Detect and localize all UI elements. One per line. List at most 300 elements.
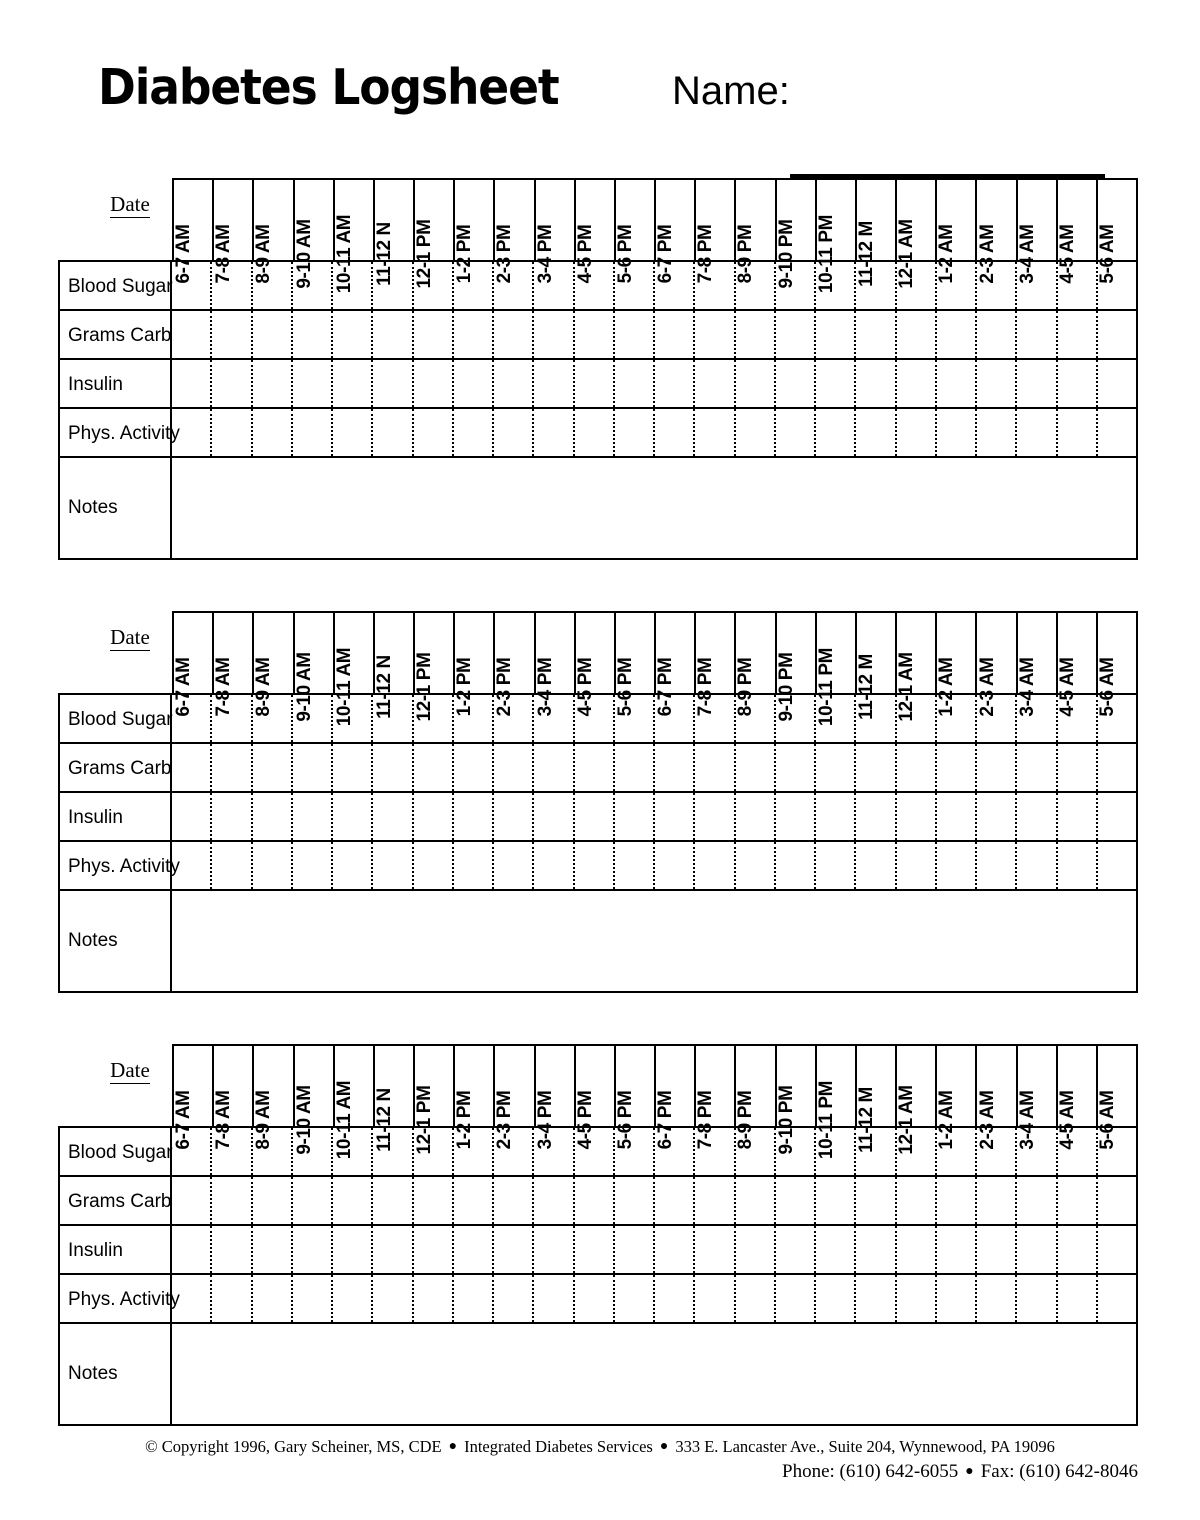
data-entry-cell[interactable]	[897, 1275, 937, 1322]
data-entry-cell[interactable]	[1058, 1177, 1098, 1224]
data-entry-cell[interactable]	[736, 1226, 776, 1273]
data-entry-cell[interactable]	[856, 744, 896, 791]
data-entry-cell[interactable]	[373, 311, 413, 358]
data-entry-cell[interactable]	[897, 695, 937, 742]
data-entry-cell[interactable]	[1058, 1275, 1098, 1322]
data-entry-cell[interactable]	[454, 311, 494, 358]
data-entry-cell[interactable]	[333, 311, 373, 358]
data-entry-cell[interactable]	[212, 695, 252, 742]
data-entry-cell[interactable]	[856, 262, 896, 309]
data-entry-cell[interactable]	[937, 793, 977, 840]
data-entry-cell[interactable]	[655, 1177, 695, 1224]
data-entry-cell[interactable]	[897, 1128, 937, 1175]
data-entry-cell[interactable]	[253, 695, 293, 742]
data-entry-cell[interactable]	[494, 1226, 534, 1273]
data-entry-cell[interactable]	[977, 1275, 1017, 1322]
data-entry-cell[interactable]	[373, 695, 413, 742]
data-entry-cell[interactable]	[856, 311, 896, 358]
data-entry-cell[interactable]	[937, 1177, 977, 1224]
data-entry-cell[interactable]	[172, 744, 212, 791]
data-entry-cell[interactable]	[172, 695, 212, 742]
data-entry-cell[interactable]	[212, 262, 252, 309]
data-entry-cell[interactable]	[736, 1128, 776, 1175]
data-entry-cell[interactable]	[816, 695, 856, 742]
data-entry-cell[interactable]	[695, 793, 735, 840]
data-entry-cell[interactable]	[454, 1226, 494, 1273]
data-entry-cell[interactable]	[293, 262, 333, 309]
data-entry-cell[interactable]	[1017, 262, 1057, 309]
data-entry-cell[interactable]	[615, 842, 655, 889]
data-entry-cell[interactable]	[253, 262, 293, 309]
data-entry-cell[interactable]	[776, 793, 816, 840]
data-entry-cell[interactable]	[1098, 409, 1136, 456]
bullet-icon: ●	[659, 1439, 669, 1454]
data-entry-cell[interactable]	[253, 793, 293, 840]
data-entry-cell[interactable]	[293, 842, 333, 889]
data-entry-cell[interactable]	[615, 311, 655, 358]
data-entry-cell[interactable]	[1058, 744, 1098, 791]
data-entry-cell[interactable]	[856, 1177, 896, 1224]
data-entry-cell[interactable]	[333, 409, 373, 456]
data-entry-cell[interactable]	[615, 262, 655, 309]
data-entry-cell[interactable]	[977, 262, 1017, 309]
data-entry-cell[interactable]	[454, 360, 494, 407]
data-entry-cell[interactable]	[776, 1226, 816, 1273]
data-entry-cell[interactable]	[977, 409, 1017, 456]
data-entry-cell[interactable]	[454, 409, 494, 456]
data-entry-cell[interactable]	[1017, 842, 1057, 889]
data-entry-cell[interactable]	[333, 695, 373, 742]
data-entry-cell[interactable]	[454, 842, 494, 889]
data-entry-cell[interactable]	[293, 1177, 333, 1224]
data-entry-cell[interactable]	[253, 360, 293, 407]
data-entry-cell[interactable]	[776, 1128, 816, 1175]
data-entry-cell[interactable]	[736, 262, 776, 309]
data-entry-cell[interactable]	[1098, 842, 1136, 889]
data-entry-cell[interactable]	[1098, 1275, 1136, 1322]
data-entry-cell[interactable]	[897, 262, 937, 309]
data-entry-cell[interactable]	[534, 793, 574, 840]
data-entry-cell[interactable]	[575, 793, 615, 840]
data-entry-cell[interactable]	[816, 409, 856, 456]
data-entry-cell[interactable]	[373, 842, 413, 889]
data-entry-cell[interactable]	[414, 793, 454, 840]
data-entry-cell[interactable]	[172, 1128, 212, 1175]
data-entry-cell[interactable]	[575, 262, 615, 309]
data-entry-cell[interactable]	[253, 1226, 293, 1273]
data-entry-cell[interactable]	[494, 409, 534, 456]
data-entry-cell[interactable]	[655, 262, 695, 309]
data-entry-cell[interactable]	[494, 695, 534, 742]
data-entry-cell[interactable]	[454, 744, 494, 791]
data-entry-cell[interactable]	[695, 311, 735, 358]
data-entry-cell[interactable]	[856, 1226, 896, 1273]
data-entry-cell[interactable]	[293, 409, 333, 456]
data-entry-cell[interactable]	[776, 311, 816, 358]
data-entry-cell[interactable]	[333, 1275, 373, 1322]
data-entry-cell[interactable]	[615, 1226, 655, 1273]
data-entry-cell[interactable]	[253, 744, 293, 791]
data-entry-cell[interactable]	[575, 360, 615, 407]
data-entry-cell[interactable]	[655, 1128, 695, 1175]
data-entry-cell[interactable]	[856, 409, 896, 456]
data-entry-cell[interactable]	[655, 409, 695, 456]
data-entry-cell[interactable]	[253, 1275, 293, 1322]
data-entry-cell[interactable]	[534, 1275, 574, 1322]
data-entry-cell[interactable]	[1017, 1128, 1057, 1175]
data-entry-cell[interactable]	[454, 1177, 494, 1224]
data-entry-cell[interactable]	[736, 360, 776, 407]
data-entry-cell[interactable]	[172, 793, 212, 840]
data-entry-cell[interactable]	[897, 793, 937, 840]
data-entry-cell[interactable]	[615, 409, 655, 456]
data-entry-cell[interactable]	[373, 744, 413, 791]
data-entry-cell[interactable]	[494, 1275, 534, 1322]
data-entry-cell[interactable]	[1098, 311, 1136, 358]
hour-header-cell	[655, 180, 696, 284]
data-entry-cell[interactable]	[212, 1177, 252, 1224]
data-entry-cell[interactable]	[212, 842, 252, 889]
data-entry-cell[interactable]	[454, 262, 494, 309]
data-entry-cell[interactable]	[172, 262, 212, 309]
data-entry-cell[interactable]	[1098, 360, 1136, 407]
data-entry-cell[interactable]	[333, 1226, 373, 1273]
data-entry-cell[interactable]	[776, 695, 816, 742]
data-entry-cell[interactable]	[655, 1275, 695, 1322]
data-entry-cell[interactable]	[333, 360, 373, 407]
data-entry-cell[interactable]	[212, 1275, 252, 1322]
data-entry-cell[interactable]	[1017, 311, 1057, 358]
data-entry-cell[interactable]	[695, 1275, 735, 1322]
data-entry-cell[interactable]	[776, 842, 816, 889]
data-entry-cell[interactable]	[977, 311, 1017, 358]
data-entry-cell[interactable]	[977, 1226, 1017, 1273]
data-entry-cell[interactable]	[816, 311, 856, 358]
data-entry-cell[interactable]	[373, 793, 413, 840]
data-entry-cell[interactable]	[414, 695, 454, 742]
data-entry-cell[interactable]	[534, 360, 574, 407]
data-entry-cell[interactable]	[615, 1177, 655, 1224]
data-entry-cell[interactable]	[414, 744, 454, 791]
data-entry-cell[interactable]	[575, 695, 615, 742]
data-entry-cell[interactable]	[937, 1128, 977, 1175]
data-entry-cell[interactable]	[414, 1275, 454, 1322]
data-entry-cell[interactable]	[937, 744, 977, 791]
data-entry-cell[interactable]	[655, 360, 695, 407]
data-entry-cell[interactable]	[454, 1275, 494, 1322]
data-entry-cell[interactable]	[494, 793, 534, 840]
data-entry-cell[interactable]	[695, 842, 735, 889]
data-entry-cell[interactable]	[534, 1177, 574, 1224]
data-entry-cell[interactable]	[937, 262, 977, 309]
data-entry-cell[interactable]	[1098, 744, 1136, 791]
data-entry-cell[interactable]	[293, 311, 333, 358]
hour-header-label: 6-7 PM	[655, 1090, 677, 1150]
data-entry-cell[interactable]	[172, 311, 212, 358]
data-entry-cell[interactable]	[1098, 695, 1136, 742]
data-entry-cell[interactable]	[897, 744, 937, 791]
data-entry-cell[interactable]	[414, 1177, 454, 1224]
data-entry-cell[interactable]	[816, 1128, 856, 1175]
data-entry-cell[interactable]	[293, 1128, 333, 1175]
data-entry-cell[interactable]	[937, 311, 977, 358]
hour-header-label: 8-9 AM	[253, 657, 275, 717]
data-entry-cell[interactable]	[977, 360, 1017, 407]
data-entry-cell[interactable]	[937, 1226, 977, 1273]
data-entry-cell[interactable]	[1058, 262, 1098, 309]
data-entry-cell[interactable]	[655, 311, 695, 358]
data-entry-cell[interactable]	[816, 1275, 856, 1322]
data-entry-cell[interactable]	[1058, 793, 1098, 840]
data-entry-cell[interactable]	[816, 744, 856, 791]
data-entry-cell[interactable]	[856, 793, 896, 840]
data-entry-cell[interactable]	[212, 793, 252, 840]
data-entry-cell[interactable]	[333, 842, 373, 889]
data-entry-cell[interactable]	[212, 744, 252, 791]
data-entry-cell[interactable]	[816, 793, 856, 840]
data-entry-cell[interactable]	[253, 1128, 293, 1175]
data-entry-cell[interactable]	[776, 262, 816, 309]
data-entry-cell[interactable]	[454, 695, 494, 742]
data-entry-cell[interactable]	[373, 1177, 413, 1224]
data-entry-cell[interactable]	[373, 409, 413, 456]
data-entry-cell[interactable]	[1058, 360, 1098, 407]
data-entry-cell[interactable]	[414, 311, 454, 358]
data-entry-cell[interactable]	[575, 744, 615, 791]
data-entry-cell[interactable]	[695, 1177, 735, 1224]
data-entry-cell[interactable]	[856, 1128, 896, 1175]
data-entry-cell[interactable]	[575, 311, 615, 358]
data-entry-cell[interactable]	[293, 793, 333, 840]
data-entry-cell[interactable]	[212, 311, 252, 358]
data-entry-cell[interactable]	[736, 842, 776, 889]
data-entry-cell[interactable]	[1058, 1128, 1098, 1175]
data-entry-cell[interactable]	[977, 1128, 1017, 1175]
data-entry-cell[interactable]	[977, 1177, 1017, 1224]
data-entry-cell[interactable]	[816, 1226, 856, 1273]
data-entry-cell[interactable]	[736, 311, 776, 358]
data-entry-cell[interactable]	[776, 360, 816, 407]
data-entry-cell[interactable]	[494, 1128, 534, 1175]
data-entry-cell[interactable]	[977, 793, 1017, 840]
data-entry-cell[interactable]	[253, 409, 293, 456]
data-entry-cell[interactable]	[1058, 695, 1098, 742]
data-entry-cell[interactable]	[534, 842, 574, 889]
data-entry-cell[interactable]	[534, 744, 574, 791]
data-entry-cell[interactable]	[736, 409, 776, 456]
data-entry-cell[interactable]	[534, 1128, 574, 1175]
data-entry-cell[interactable]	[373, 1275, 413, 1322]
data-entry-cell[interactable]	[776, 744, 816, 791]
data-entry-cell[interactable]	[937, 842, 977, 889]
data-entry-cell[interactable]	[736, 1275, 776, 1322]
data-entry-cell[interactable]	[655, 744, 695, 791]
hour-header-cell	[333, 613, 375, 727]
data-entry-cell[interactable]	[695, 360, 735, 407]
data-entry-cell[interactable]	[414, 842, 454, 889]
data-entry-cell[interactable]	[695, 409, 735, 456]
data-entry-cell[interactable]	[776, 1275, 816, 1322]
data-entry-cell[interactable]	[655, 842, 695, 889]
data-entry-cell[interactable]	[655, 793, 695, 840]
data-entry-cell[interactable]	[333, 744, 373, 791]
hour-header-cell	[293, 613, 335, 722]
data-entry-cell[interactable]	[897, 1177, 937, 1224]
data-entry-cell[interactable]	[1017, 1275, 1057, 1322]
data-entry-cell[interactable]	[172, 842, 212, 889]
data-entry-cell[interactable]	[776, 409, 816, 456]
data-entry-cell[interactable]	[937, 360, 977, 407]
data-entry-cell[interactable]	[494, 1177, 534, 1224]
data-entry-cell[interactable]	[333, 262, 373, 309]
data-entry-cell[interactable]	[977, 744, 1017, 791]
data-entry-cell[interactable]	[856, 360, 896, 407]
data-entry-cell[interactable]	[615, 744, 655, 791]
data-entry-cell[interactable]	[816, 1177, 856, 1224]
data-entry-cell[interactable]	[695, 262, 735, 309]
data-entry-cell[interactable]	[172, 1226, 212, 1273]
data-entry-cell[interactable]	[253, 311, 293, 358]
data-entry-cell[interactable]	[1098, 1128, 1136, 1175]
notes-entry-area[interactable]	[172, 891, 1136, 991]
data-entry-cell[interactable]	[897, 842, 937, 889]
data-entry-cell[interactable]	[494, 262, 534, 309]
data-entry-cell[interactable]	[212, 1128, 252, 1175]
data-entry-cell[interactable]	[856, 1275, 896, 1322]
data-entry-cell[interactable]	[172, 409, 212, 456]
data-entry-cell[interactable]	[736, 695, 776, 742]
data-entry-cell[interactable]	[937, 1275, 977, 1322]
data-entry-cell[interactable]	[736, 744, 776, 791]
data-entry-cell[interactable]	[695, 695, 735, 742]
data-entry-cell[interactable]	[695, 1226, 735, 1273]
data-entry-cell[interactable]	[212, 409, 252, 456]
data-entry-cell[interactable]	[615, 695, 655, 742]
data-entry-cell[interactable]	[414, 1226, 454, 1273]
data-entry-cell[interactable]	[736, 1177, 776, 1224]
data-entry-cell[interactable]	[695, 744, 735, 791]
data-entry-cell[interactable]	[212, 360, 252, 407]
data-entry-cell[interactable]	[575, 1275, 615, 1322]
data-entry-cell[interactable]	[575, 409, 615, 456]
data-entry-cell[interactable]	[172, 360, 212, 407]
data-entry-cell[interactable]	[1058, 842, 1098, 889]
data-entry-cell[interactable]	[897, 1226, 937, 1273]
data-entry-cell[interactable]	[494, 311, 534, 358]
data-entry-cell[interactable]	[575, 1128, 615, 1175]
data-entry-cell[interactable]	[736, 793, 776, 840]
data-entry-cell[interactable]	[1017, 744, 1057, 791]
data-entry-cell[interactable]	[454, 1128, 494, 1175]
data-entry-cell[interactable]	[937, 409, 977, 456]
data-entry-cell[interactable]	[1058, 409, 1098, 456]
data-entry-cell[interactable]	[534, 695, 574, 742]
data-entry-cell[interactable]	[373, 1226, 413, 1273]
data-entry-cell[interactable]	[1017, 1177, 1057, 1224]
data-entry-cell[interactable]	[333, 1128, 373, 1175]
data-entry-cell[interactable]	[816, 842, 856, 889]
data-entry-cell[interactable]	[977, 842, 1017, 889]
data-entry-cell[interactable]	[534, 262, 574, 309]
data-entry-cell[interactable]	[655, 1226, 695, 1273]
data-entry-cell[interactable]	[293, 1275, 333, 1322]
data-entry-cell[interactable]	[1058, 311, 1098, 358]
data-entry-cell[interactable]	[373, 360, 413, 407]
data-entry-cell[interactable]	[575, 1177, 615, 1224]
data-entry-cell[interactable]	[1017, 360, 1057, 407]
data-entry-cell[interactable]	[333, 793, 373, 840]
data-entry-cell[interactable]	[1017, 409, 1057, 456]
notes-entry-area[interactable]	[172, 458, 1136, 558]
data-entry-cell[interactable]	[615, 1275, 655, 1322]
data-entry-cell[interactable]	[1017, 695, 1057, 742]
data-entry-cell[interactable]	[293, 695, 333, 742]
data-entry-cell[interactable]	[253, 842, 293, 889]
data-entry-cell[interactable]	[575, 1226, 615, 1273]
data-entry-cell[interactable]	[977, 695, 1017, 742]
data-entry-cell[interactable]	[1098, 793, 1136, 840]
hour-header-label: 3-4 AM	[1016, 224, 1038, 284]
data-entry-cell[interactable]	[494, 744, 534, 791]
data-entry-cell[interactable]	[212, 1226, 252, 1273]
data-entry-cell[interactable]	[655, 695, 695, 742]
data-entry-cell[interactable]	[172, 1275, 212, 1322]
data-entry-cell[interactable]	[937, 695, 977, 742]
data-entry-cell[interactable]	[1058, 1226, 1098, 1273]
data-entry-cell[interactable]	[615, 360, 655, 407]
data-entry-cell[interactable]	[534, 311, 574, 358]
data-entry-cell[interactable]	[856, 695, 896, 742]
data-entry-cell[interactable]	[575, 842, 615, 889]
data-entry-cell[interactable]	[1098, 1177, 1136, 1224]
data-entry-cell[interactable]	[293, 360, 333, 407]
data-entry-cell[interactable]	[776, 1177, 816, 1224]
notes-entry-area[interactable]	[172, 1324, 1136, 1424]
data-entry-cell[interactable]	[414, 1128, 454, 1175]
hour-header-cell	[293, 180, 335, 289]
data-entry-cell[interactable]	[494, 842, 534, 889]
data-entry-cell[interactable]	[534, 1226, 574, 1273]
data-entry-cell[interactable]	[816, 360, 856, 407]
data-entry-cell[interactable]	[494, 360, 534, 407]
data-entry-cell[interactable]	[615, 1128, 655, 1175]
table-body-1	[58, 260, 1138, 560]
data-entry-cell[interactable]	[293, 744, 333, 791]
data-entry-cell[interactable]	[333, 1177, 373, 1224]
data-entry-cell[interactable]	[897, 409, 937, 456]
data-entry-cell[interactable]	[897, 311, 937, 358]
data-entry-cell[interactable]	[414, 262, 454, 309]
data-entry-cell[interactable]	[172, 1177, 212, 1224]
data-entry-cell[interactable]	[414, 409, 454, 456]
data-entry-cell[interactable]	[695, 1128, 735, 1175]
data-entry-cell[interactable]	[373, 262, 413, 309]
data-entry-cell[interactable]	[534, 409, 574, 456]
data-entry-cell[interactable]	[253, 1177, 293, 1224]
data-entry-cell[interactable]	[414, 360, 454, 407]
data-entry-cell[interactable]	[1017, 1226, 1057, 1273]
data-entry-cell[interactable]	[1017, 793, 1057, 840]
data-entry-cell[interactable]	[1098, 262, 1136, 309]
data-entry-cell[interactable]	[293, 1226, 333, 1273]
data-entry-cell[interactable]	[1098, 1226, 1136, 1273]
data-entry-cell[interactable]	[816, 262, 856, 309]
data-entry-cell[interactable]	[897, 360, 937, 407]
data-entry-cell[interactable]	[373, 1128, 413, 1175]
data-entry-cell[interactable]	[615, 793, 655, 840]
data-entry-cell[interactable]	[454, 793, 494, 840]
data-entry-cell[interactable]	[856, 842, 896, 889]
